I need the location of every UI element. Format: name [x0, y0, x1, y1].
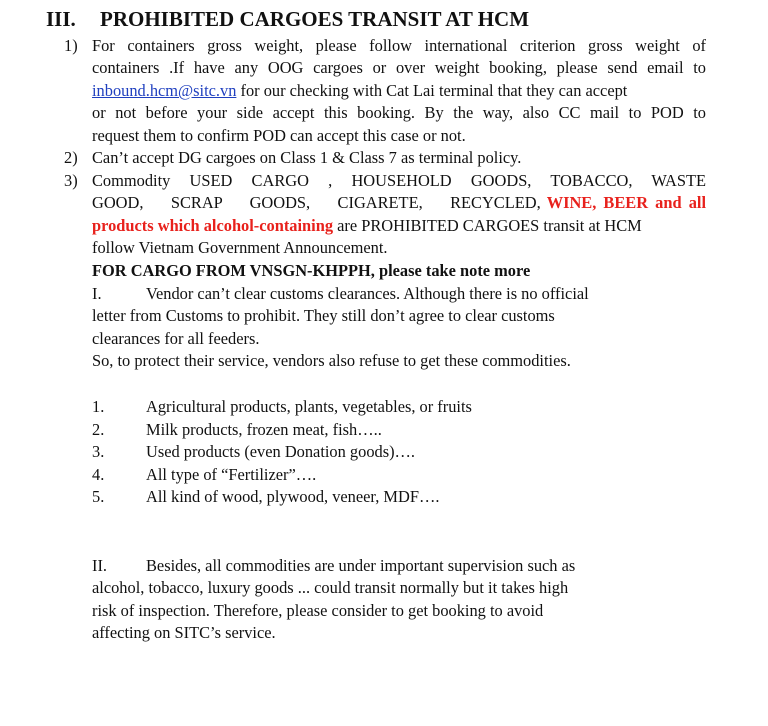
section-title: PROHIBITED CARGOES TRANSIT AT HCM	[100, 7, 530, 31]
item-2-line-1: Can’t accept DG cargoes on Class 1 & Class 7 as terminal policy.	[92, 148, 522, 167]
item-2-marker: 2)	[64, 148, 78, 167]
item-3-line-2	[92, 192, 706, 215]
section-2-line-3: risk of inspection. Therefore, please consider to get booking to avoid	[92, 601, 544, 620]
section-2-line-4: affecting on SITC’s service.	[92, 623, 276, 642]
item-1-line-3-text: for our checking with Cat Lai terminal that they can accept	[240, 81, 628, 100]
section-2-marker: II.	[92, 556, 108, 575]
item-3-line-3-red: products which alcohol-containing	[92, 216, 334, 235]
item-3-line-2-text: GOOD, SCRAP GOODS, CIGARETE, RECYCLED,	[92, 193, 541, 212]
item-1-line-1: For containers gross weight, please follow international criterion gross weight of	[92, 36, 706, 55]
item-1-line-5: request them to confirm POD can accept this case or not.	[92, 126, 466, 145]
list-item-5-num: 5.	[92, 487, 105, 506]
list-item-1: Agricultural products, plants, vegetables, or fruits	[146, 397, 472, 416]
section-1-line-2: letter from Customs to prohibit. They still don’t agree to clear customs	[92, 306, 555, 325]
item-3-line-4: follow Vietnam Government Announcement.	[92, 238, 388, 257]
section-2-line-1: Besides, all commodities are under important supervision such as	[146, 556, 576, 575]
list-item-4-num: 4.	[92, 465, 105, 484]
item-3-line-1: Commodity USED CARGO , HOUSEHOLD GOODS, TOBACCO, WASTE	[92, 171, 706, 190]
section-number: III.	[46, 7, 76, 31]
section-2-line-2: alcohol, tobacco, luxury goods ... could transit normally but it takes high	[92, 578, 569, 597]
list-item-1-num: 1.	[92, 397, 105, 416]
note-heading: FOR CARGO FROM VNSGN-KHPPH, please take note more	[92, 261, 531, 280]
section-1-line-3: clearances for all feeders.	[92, 329, 260, 348]
section-1-line-1: Vendor can’t clear customs clearances. Although there is no official	[146, 284, 589, 303]
item-3-line-3-text: are PROHIBITED CARGOES transit at HCM	[337, 216, 642, 235]
section-1-line-4: So, to protect their service, vendors also refuse to get these commodities.	[92, 351, 571, 370]
list-item-4: All type of “Fertilizer”….	[146, 465, 317, 484]
list-item-2: Milk products, frozen meat, fish…..	[146, 420, 382, 439]
list-item-5: All kind of wood, plywood, veneer, MDF….	[146, 487, 440, 506]
item-1-line-2: containers .If have any OOG cargoes or over weight booking, please send email to	[92, 58, 706, 77]
section-1-marker: I.	[92, 284, 102, 303]
item-1-line-3	[92, 80, 706, 103]
item-1-marker: 1)	[64, 36, 78, 55]
email-link[interactable]: inbound.hcm@sitc.vn	[92, 81, 237, 100]
list-item-3: Used products (even Donation goods)….	[146, 442, 416, 461]
item-1-line-4: or not before your side accept this booking. By the way, also CC mail to POD to	[92, 103, 706, 122]
item-3-line-2-red: WINE, BEER and all	[546, 193, 706, 212]
item-3-marker: 3)	[64, 171, 78, 190]
item-3-line-3	[92, 215, 642, 238]
list-item-3-num: 3.	[92, 442, 105, 461]
list-item-2-num: 2.	[92, 420, 105, 439]
